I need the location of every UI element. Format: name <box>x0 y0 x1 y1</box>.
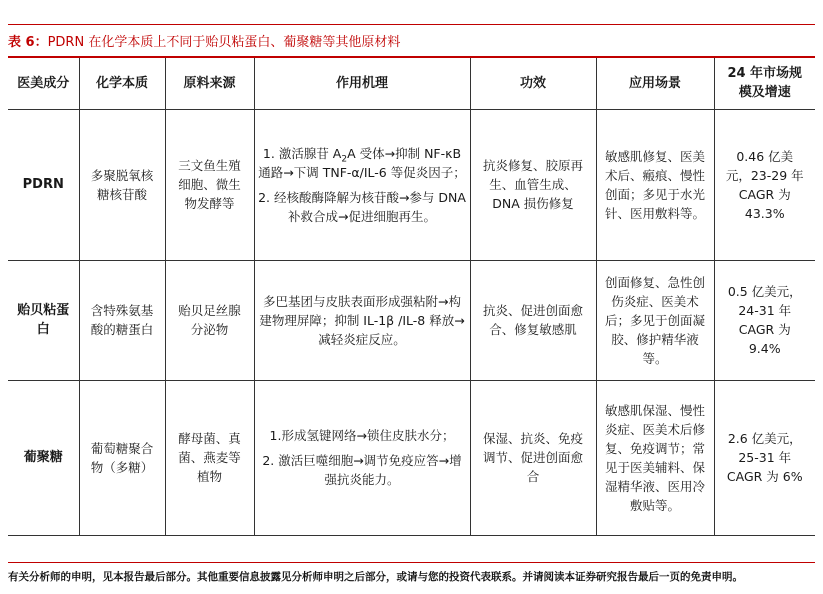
header-ingredient: 医美成分 <box>8 57 79 109</box>
row-market: 0.5 亿美元，24-31 年 CAGR 为 9.4% <box>714 260 815 380</box>
row-scene: 敏感肌修复、医美术后、瘢痕、慢性创面；多见于水光针、医用敷料等。 <box>596 109 714 260</box>
header-chemistry: 化学本质 <box>79 57 165 109</box>
row-chemistry: 葡萄糖聚合物（多糖） <box>79 380 165 535</box>
row-source: 酵母菌、真菌、燕麦等植物 <box>165 380 254 535</box>
mechanism-point-2: 2. 激活巨噬细胞→调节免疫应答→增强抗炎能力。 <box>262 453 462 487</box>
footer-rule <box>8 562 815 563</box>
mechanism-point-1: 1.形成氢键网络→锁住皮肤水分； <box>269 428 455 443</box>
table-row <box>8 380 815 535</box>
header-effect: 功效 <box>470 57 596 109</box>
mechanism-text-b: A 受体→抑制 NF-κB 通路→下调 TNF-α/IL-6 等促炎因子； <box>258 145 466 180</box>
caption-label: 表 6： <box>8 35 48 50</box>
row-effect: 抗炎修复、胶原再生、血管生成、DNA 损伤修复 <box>470 109 596 260</box>
header-source: 原料来源 <box>165 57 254 109</box>
mechanism-text-a: 1. 激活腺苷 A <box>262 145 342 161</box>
row-effect: 保湿、抗炎、免疫调节、促进创面愈合 <box>470 380 596 535</box>
table-row <box>8 109 815 260</box>
mechanism-point-2: 2. 经核酸酶降解为核苷酸→参与 DNA 补救合成→促进细胞再生。 <box>258 189 466 224</box>
disclaimer-footer: 有关分析师的申明，见本报告最后部分。其他重要信息披露见分析师申明之后部分，或请与您的投资代表联系。并请阅读本证券研究报告最后一页的免责申明。 <box>8 571 743 583</box>
row-market: 2.6 亿美元，25-31 年 CAGR 为 6% <box>714 380 815 535</box>
row-effect: 抗炎、促进创面愈合、修复敏感肌 <box>470 260 596 380</box>
row-name: PDRN <box>8 109 79 260</box>
caption-title: PDRN 在化学本质上不同于贻贝粘蛋白、葡聚糖等其他原材料 <box>47 35 401 50</box>
mechanism-point-1 <box>258 144 467 182</box>
row-name: 贻贝粘蛋白 <box>8 260 79 380</box>
row-mechanism <box>254 109 470 260</box>
row-chemistry: 多聚脱氧核糖核苷酸 <box>79 109 165 260</box>
top-rule <box>8 24 815 25</box>
header-market: 24 年市场规模及增速 <box>714 57 815 109</box>
table-caption <box>8 31 400 50</box>
row-chemistry: 含特殊氨基酸的糖蛋白 <box>79 260 165 380</box>
comparison-table <box>8 56 815 536</box>
mechanism-point-1: 多巴基团与皮肤表面形成强粘附→构建物理屏障；抑制 IL-1β /IL-8 释放→减轻炎症反应。 <box>259 293 465 347</box>
header-scene: 应用场景 <box>596 57 714 109</box>
row-source: 三文鱼生殖细胞、微生物发酵等 <box>165 109 254 260</box>
header-row <box>8 57 815 109</box>
header-mechanism: 作用机理 <box>254 57 470 109</box>
row-mechanism <box>254 380 470 535</box>
mechanism-subscript: 2 <box>341 154 348 164</box>
row-source: 贻贝足丝腺分泌物 <box>165 260 254 380</box>
row-scene: 创面修复、急性创伤炎症、医美术后；多见于创面凝胶、修护精华液等。 <box>596 260 714 380</box>
row-market: 0.46 亿美元，23-29 年 CAGR 为 43.3% <box>714 109 815 260</box>
row-name: 葡聚糖 <box>8 380 79 535</box>
table-row <box>8 260 815 380</box>
row-scene: 敏感肌保湿、慢性炎症、医美术后修复、免疫调节；常见于医美辅料、保湿精华液、医用冷敷贴等。 <box>596 380 714 535</box>
row-mechanism <box>254 260 470 380</box>
